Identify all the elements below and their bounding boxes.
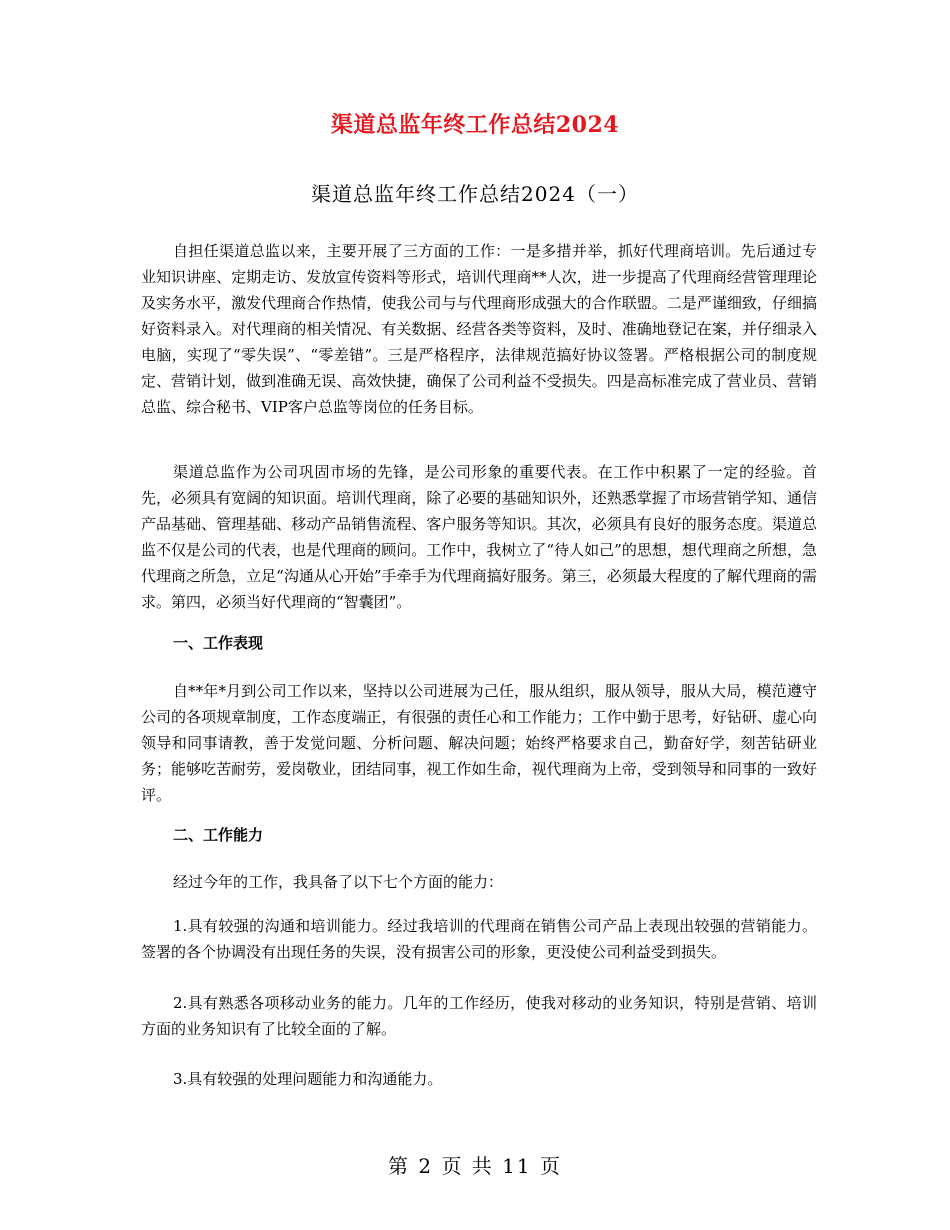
paragraph-intro: 自担任渠道总监以来，主要开展了三方面的工作：一是多措并举，抓好代理商培训。先后通过专业知识讲座、定期走访、发放宣传资料等形式，培训代理商**人次，进一步提高了代理商经营管理理论及实务水平，激发代理商合作热情，使我公司与与代理商形成强大的合作联盟。二是严谨细致，仔细搞好资料录入。对代理商的相关情况、有关数据、经营各类等资料，及时、准确地登记在案，并仔细录入电脑，实现了“零失误”、“零差错”。三是严格程序，法律规范搞好协议签署。严格根据公司的制度规定、营销计划，做到准确无误、高效快捷，确保了公司利益不受损失。四是高标准完成了营业员、营销总监、综合秘书、VIP客户总监等岗位的任务目标。	[141, 242, 817, 416]
section-heading-performance: 一、工作表现	[173, 634, 264, 652]
paragraph-ability-2: 2.具有熟悉各项移动业务的能力。几年的工作经历，使我对移动的业务知识，特别是营销、培训方面的业务知识有了比较全面的了解。	[141, 994, 817, 1038]
paragraph-performance: 自**年*月到公司工作以来，坚持以公司进展为己任，服从组织，服从领导，服从大局，模范遵守公司的各项规章制度，工作态度端正，有很强的责任心和工作能力；工作中勤于思考，好钻研、虚心向领导和同事请教，善于发觉问题、分析问题、解决问题；始终严格要求自己，勤奋好学，刻苦钻研业务；能够吃苦耐劳，爱岗敬业，团结同事，视工作如生命，视代理商为上帝，受到领导和同事的一致好评。	[141, 682, 817, 804]
paragraph-ability-3: 3.具有较强的处理问题能力和沟通能力。	[173, 1070, 443, 1088]
document-subtitle: 渠道总监年终工作总结2024（一）	[311, 182, 639, 206]
document-title: 渠道总监年终工作总结2024	[330, 112, 620, 138]
paragraph-ability-intro: 经过今年的工作，我具备了以下七个方面的能力：	[173, 873, 504, 891]
section-heading-ability: 二、工作能力	[173, 826, 264, 844]
page-number-footer: 第 2 页 共 11 页	[388, 1154, 562, 1178]
paragraph-experience: 渠道总监作为公司巩固市场的先锋，是公司形象的重要代表。在工作中积累了一定的经验。首先，必须具有宽阔的知识面。培训代理商，除了必要的基础知识外，还熟悉掌握了市场营销学知、通信产品基础、管理基础、移动产品销售流程、客户服务等知识。其次，必须具有良好的服务态度。渠道总监不仅是公司的代表，也是代理商的顾问。工作中，我树立了“待人如己”的思想，想代理商之所想，急代理商之所急，立足“沟通从心开始”手牵手为代理商搞好服务。第三，必须最大程度的了解代理商的需求。第四，必须当好代理商的“智囊团”。	[141, 463, 817, 611]
paragraph-ability-1: 1.具有较强的沟通和培训能力。经过我培训的代理商在销售公司产品上表现出较强的营销能力。签署的各个协调没有出现任务的失误，没有损害公司的形象，更没使公司利益受到损失。	[141, 917, 817, 961]
